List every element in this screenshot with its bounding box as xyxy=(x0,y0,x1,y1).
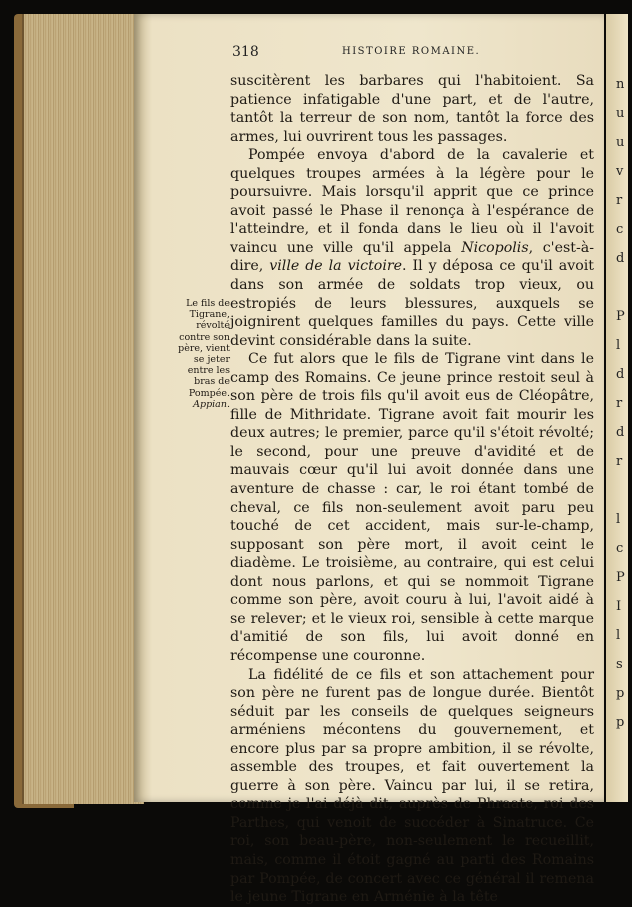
next-page-fragment: r xyxy=(616,454,623,469)
next-page-fragment: d xyxy=(616,367,625,382)
margin-note xyxy=(166,298,230,410)
text-run: . Il y déposa ce qu'il avoit dans son armée de soldats trop vieux, ou estropiés de leurs blessures, auxquels se joignirent quelques familles du pays. Cette ville devint considérable dans la suite. xyxy=(230,258,595,349)
text-run: Pompée envoya d'abord de la cavalerie et quelques troupes armées à la légère pour le poursuivre. Mais lorsqu'il apprit que ce prince avoit passé le Phase il renonça à l'espérance de l'atteindre, et il fonda dans le lieu où il l'avoit vaincu une ville qu'il appela xyxy=(230,147,594,256)
next-page-fragment: p xyxy=(616,715,625,730)
paragraph xyxy=(230,666,594,907)
next-page-fragment: d xyxy=(616,425,625,440)
margin-note-source: Appian. xyxy=(193,398,230,410)
margin-note-text: Le fils de Tigrane, révolté contre son père, vient se jeter entre les bras de Pompée. xyxy=(178,298,230,399)
right-page-edge xyxy=(606,14,628,802)
paragraph xyxy=(230,146,594,350)
next-page-fragment: u xyxy=(616,106,625,121)
paragraph xyxy=(230,72,594,146)
italic-text: Nicopolis xyxy=(461,239,529,256)
page-header xyxy=(232,44,592,64)
text-run: , c'est-à-dire, xyxy=(230,239,594,275)
next-page-fragment: c xyxy=(616,541,624,556)
next-page-fragment: l xyxy=(616,628,621,643)
page-edges xyxy=(22,14,144,804)
next-page-fragment: l xyxy=(616,338,621,353)
next-page-fragment: p xyxy=(616,686,625,701)
next-page-fragment: v xyxy=(616,164,624,179)
italic-text: ville de la victoire xyxy=(269,258,403,275)
next-page-fragment: P xyxy=(616,309,625,324)
text-run: La fidélité de ce fils et son attachement pour son père ne furent pas de longue durée. Bientôt séduit par les conseils de quelques seigneurs arméniens mécontens du gouvernement, et encore plus par sa propre ambition, il se révolte, assemble des troupes, et fait ouvertement la guerre à son père. Vaincu par lui, il se retira, comme je l'ai déjà dit, auprès de Phraate, roi des Parthes, qui venoit de succéder à Sinatruce. Ce roi, son beau-père, non-seulement le recueillit, mais, comme il étoit gagné au parti des Romains par Pompée, de concert avec ce général il remena le jeune Tigrane en Arménie à la tête xyxy=(230,666,594,906)
next-page-fragment: n xyxy=(616,77,625,92)
next-page-fragment: r xyxy=(616,193,623,208)
page-number: 318 xyxy=(232,44,259,60)
next-page-fragment: l xyxy=(616,512,621,527)
text-run: Ce fut alors que le fils de Tigrane vint dans le camp des Romains. Ce jeune prince restoit seul à son père de trois fils qu'il avoit eus de Cléopâtre, fille de Mithridate. Tigrane avoit fait mourir les deux autres; le premier, parce qu'il s'étoit révolté; le second, pour une preuve d'avidité et de mauvais cœur qu'il lui avoit donnée dans une aventure de chasse : car, le roi étant tombé de cheval, ce fils non-seulement avoit paru peu touché de cet accident, mais sur-le-champ, supposant son père mort, il avoit ceint le diadème. Le troisième, au contraire, qui est celui dont nous parlons, et qui se nommoit Tigrane comme son père, avoit couru à lui, l'avoit aidé à se relever; et le vieux roi, sensible à cette marque d'amitié de son fils, lui avoit donné en récompense une couronne. xyxy=(230,351,594,664)
next-page-fragment: c xyxy=(616,222,624,237)
next-page-fragment: u xyxy=(616,135,625,150)
next-page-fragment: d xyxy=(616,251,625,266)
next-page-fragment: r xyxy=(616,396,623,411)
text-run: suscitèrent les barbares qui l'habitoient. Sa patience infatigable d'une part, et de l'autre, tantôt la terreur de son nom, tantôt la force des armes, lui ouvrirent tous les passages. xyxy=(230,73,594,145)
next-page-fragment: s xyxy=(616,657,623,672)
body-text xyxy=(230,72,594,907)
next-page-fragment: P xyxy=(616,570,625,585)
next-page-fragment: I xyxy=(616,599,622,614)
paragraph xyxy=(230,350,594,665)
running-title: HISTOIRE ROMAINE. xyxy=(342,46,481,57)
